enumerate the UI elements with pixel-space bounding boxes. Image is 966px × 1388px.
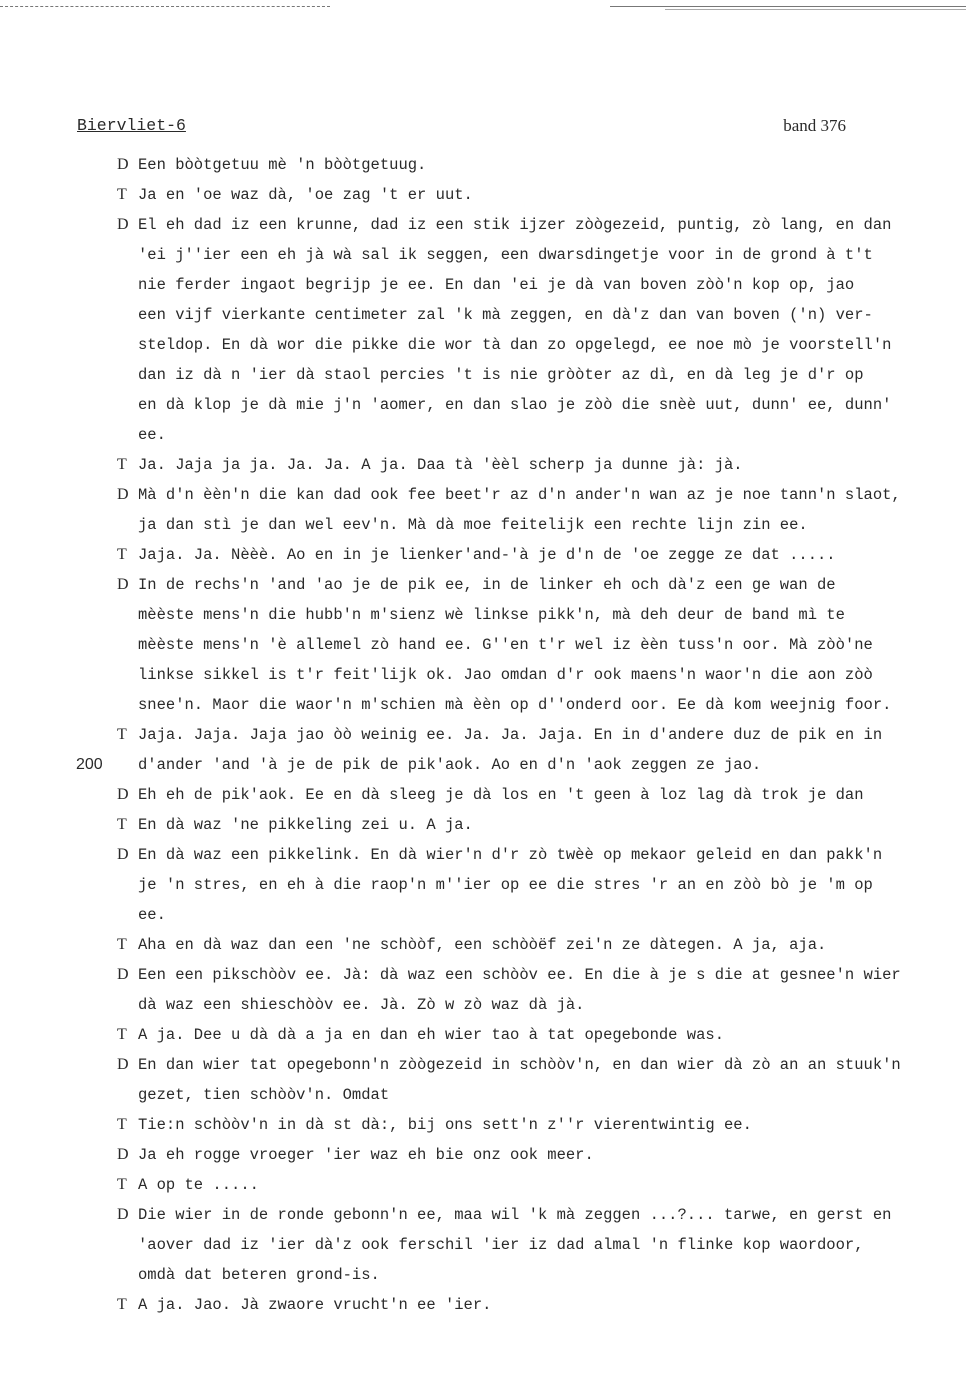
speaker-label: T <box>117 1116 127 1133</box>
turn-text: Aha en dà waz dan een 'ne schòòf, een schòòëf zei'n ze dàtegen. A ja, aja. <box>138 936 827 954</box>
speaker-label: D <box>117 486 129 503</box>
turn-text: Jaja. Ja. Nèèè. Ao en in je lienker'and-'à je d'n de 'oe zegge ze dat ..... <box>138 546 836 564</box>
turn-text: A op te ..... <box>138 1176 259 1194</box>
page-header <box>77 116 846 138</box>
turn-text: En dan wier tat opegebonn'n zòògezeid in schòòv'n, en dan wier dà zò an an stuuk'n gezet, tien schòòv'n. Omdat <box>138 1056 901 1104</box>
speaker-label: T <box>117 186 127 203</box>
turn-text: Een bòòtgetuu mè 'n bòòtgetuug. <box>138 156 427 174</box>
speaker-label: T <box>117 1296 127 1313</box>
transcript-turn <box>0 1140 966 1170</box>
transcript-turn <box>0 840 966 930</box>
speaker-label: T <box>117 456 127 473</box>
transcript-turn <box>0 720 966 780</box>
turn-text: En dà waz een pikkelink. En dà wier'n d'r zò twèè op mekaor geleid en dan pakk'n je 'n stres, en eh à die raop'n m''ier op ee die stres 'r an en zòò bò je 'm op ee. <box>138 846 883 924</box>
transcript-turn <box>0 930 966 960</box>
speaker-label: D <box>117 1206 129 1223</box>
transcript-turn <box>0 1290 966 1320</box>
transcript-turn <box>0 1170 966 1200</box>
transcript-turn <box>0 1110 966 1140</box>
speaker-label: D <box>117 156 129 173</box>
transcript-turn <box>0 960 966 1020</box>
speaker-label: T <box>117 816 127 833</box>
speaker-label: D <box>117 786 129 803</box>
transcript <box>0 150 966 1320</box>
speaker-label: D <box>117 576 129 593</box>
speaker-label: T <box>117 726 127 743</box>
speaker-label: T <box>117 1026 127 1043</box>
speaker-label: D <box>117 1146 129 1163</box>
top-rule-right-faint <box>665 9 966 10</box>
speaker-label: D <box>117 966 129 983</box>
turn-text: Die wier in de ronde gebonn'n ee, maa wil 'k mà zeggen ...?... tarwe, en gerst en 'aover dad iz 'ier dà'z ook ferschil 'ier iz dad almal 'n flinke kop waordoor, omdà dat beteren grond-is. <box>138 1206 892 1284</box>
transcript-turn <box>0 810 966 840</box>
transcript-turn <box>0 480 966 540</box>
turn-text: Ja en 'oe waz dà, 'oe zag 't er uut. <box>138 186 473 204</box>
speaker-label: T <box>117 1176 127 1193</box>
transcript-turn <box>0 180 966 210</box>
transcript-turn <box>0 150 966 180</box>
transcript-turn <box>0 780 966 810</box>
turn-text: El eh dad iz een krunne, dad iz een stik ijzer zòògezeid, puntig, zò lang, en dan 'ei j''ier een eh jà wà sal ik seggen, een dwarsdingetje voor in de grond à t't nie ferder ingaot begrijp je ee. En dan 'ei je dà van boven zòò'n kop op, jao een vijf vierkante centimeter zal 'k mà zeggen, en dà'z dan van boven ('n) ver- steldop. En dà wor die pikke die wor tà dan zo opgelegd, ee noe mò je voorstell'n dan iz dà n 'ier dà staol percies 't is nie gròòter az dì, en dà leg je d'r op en dà klop je dà mie j'n 'aomer, en dan slao je zòò die snèè uut, dunn' ee, dunn' ee. <box>138 216 892 444</box>
transcript-turn <box>0 1020 966 1050</box>
line-number: 200 <box>76 756 103 773</box>
turn-text: A ja. Jao. Jà zwaore vrucht'n ee 'ier. <box>138 1296 492 1314</box>
turn-text: In de rechs'n 'and 'ao je de pik ee, in de linker eh och dà'z een ge wan de mèèste mens'n die hubb'n m'sienz wè linkse pikk'n, mà deh deur de band mì te mèèste mens'n 'è allemel zò hand ee. G''en t'r wel iz èèn tuss'n oor. Mà zòò'ne linkse sikkel is t'r feit'lijk ok. Jao omdan d'r ook maens'n waor'n die aon zòò snee'n. Maor die waor'n m'schien mà èèn op d''onderd oor. Ee dà kom weejnig foor. <box>138 576 892 714</box>
transcript-turn <box>0 450 966 480</box>
turn-text: En dà waz 'ne pikkeling zei u. A ja. <box>138 816 473 834</box>
speaker-label: T <box>117 936 127 953</box>
turn-text: Mà d'n èèn'n die kan dad ook fee beet'r az d'n ander'n wan az je noe tann'n slaot, ja dan stì je dan wel eev'n. Mà dà moe feitelijk een rechte lijn zin ee. <box>138 486 901 534</box>
turn-text: A ja. Dee u dà dà a ja en dan eh wier tao à tat opegebonde was. <box>138 1026 724 1044</box>
turn-text: Ja. Jaja ja ja. Ja. Ja. A ja. Daa tà 'èèl scherp ja dunne jà: jà. <box>138 456 743 474</box>
turn-text: Jaja. Jaja. Jaja jao òò weinig ee. Ja. Ja. Jaja. En in d'andere duz de pik en in d'ander 'and 'à je de pik de pik'aok. Ao en d'n 'aok zeggen ze jao. <box>138 726 883 774</box>
transcript-turn <box>0 1050 966 1110</box>
transcript-turn <box>0 570 966 720</box>
speaker-label: D <box>117 216 129 233</box>
transcript-turn <box>0 540 966 570</box>
turn-text: Ja eh rogge vroeger 'ier waz eh bie onz ook meer. <box>138 1146 594 1164</box>
speaker-label: D <box>117 846 129 863</box>
speaker-label: D <box>117 1056 129 1073</box>
speaker-label: T <box>117 546 127 563</box>
turn-text: Eh eh de pik'aok. Ee en dà sleeg je dà los en 't geen à loz lag dà trok je dan <box>138 786 864 804</box>
band-number: band 376 <box>783 116 846 135</box>
transcript-turn <box>0 1200 966 1290</box>
top-rule-left <box>0 6 330 7</box>
transcript-turn <box>0 210 966 450</box>
top-rule-right <box>610 6 966 7</box>
turn-text: Een een pikschòòv ee. Jà: dà waz een schòòv ee. En die à je s die at gesnee'n wier dà waz een shieschòòv ee. Jà. Zò w zò waz dà jà. <box>138 966 901 1014</box>
turn-text: Tie:n schòòv'n in dà st dà:, bij ons sett'n z''r vierentwintig ee. <box>138 1116 752 1134</box>
place-title: Biervliet-6 <box>77 116 186 135</box>
